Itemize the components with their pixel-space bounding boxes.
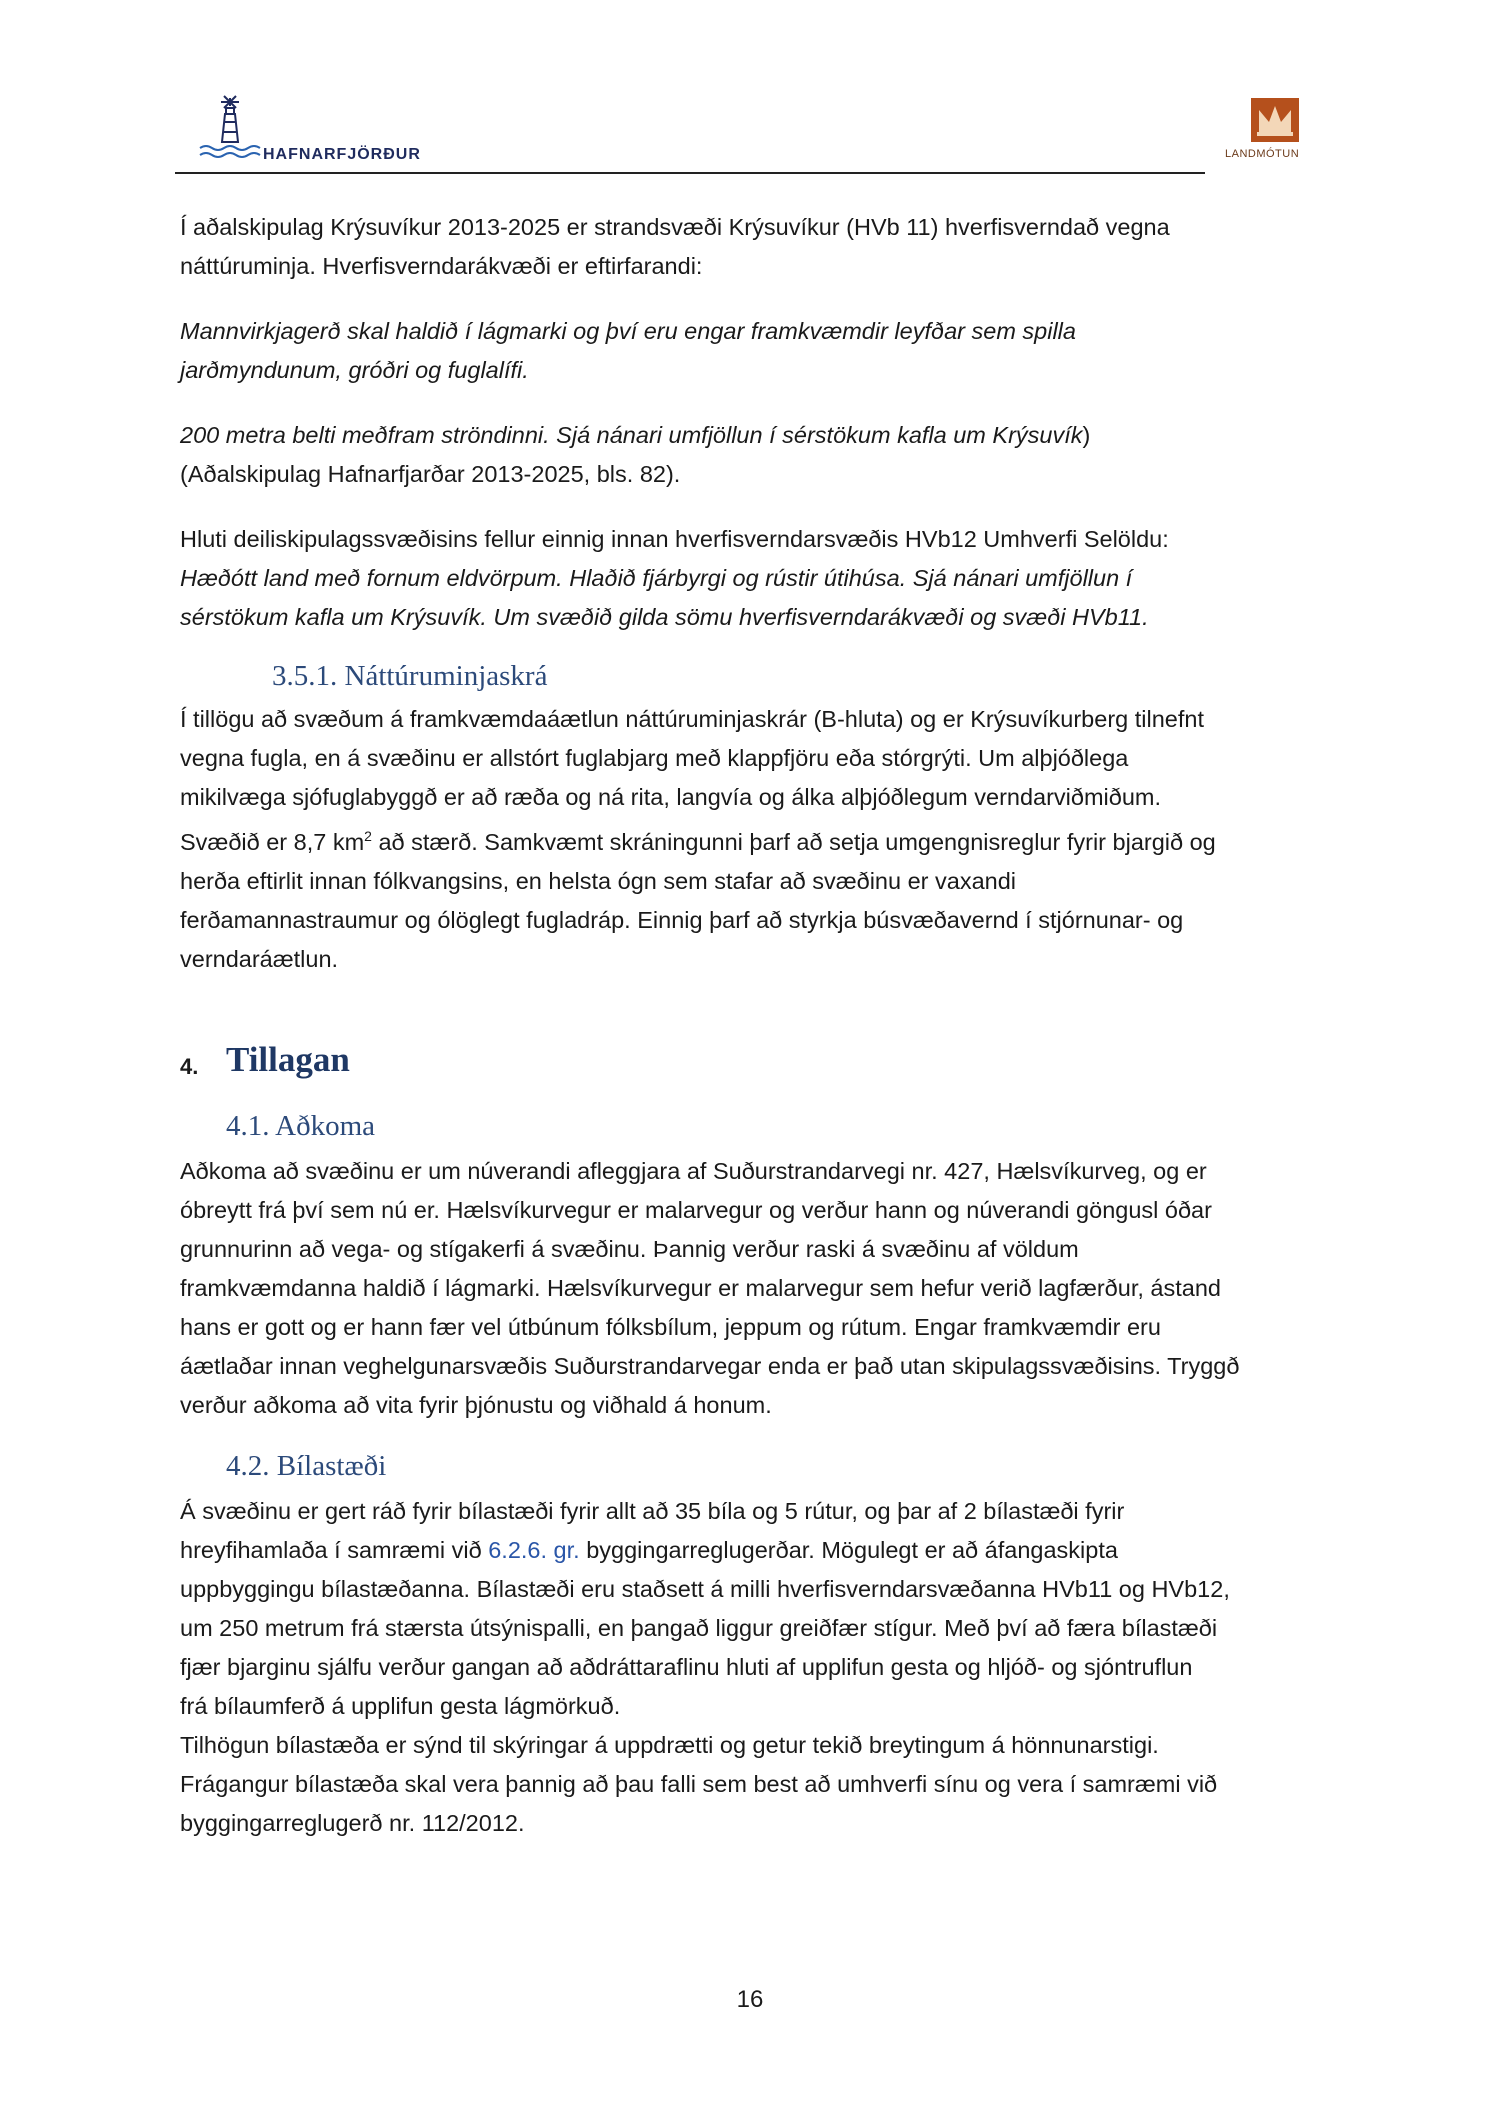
text-line: byggingarreglugerð nr. 112/2012. — [180, 1810, 525, 1836]
text-line — [180, 817, 1330, 862]
text-line: mikilvæga sjófuglabyggð er að ræða og ná rita, langvía og álka alþjóðlegum verndarviðmiðum. — [180, 784, 1162, 810]
regulation-link[interactable]: 6.2.6. gr. — [488, 1537, 580, 1563]
section-heading-4-2: 4.2. Bílastæði — [226, 1450, 387, 1482]
text-line: grunnurinn að vega- og stígakerfi á svæðinu. Þannig verður raski á svæðinu af völdum — [180, 1236, 1079, 1262]
text-line: Mannvirkjagerð skal haldið í lágmarki og því eru engar framkvæmdir leyfðar sem spilla — [180, 318, 1076, 344]
landmotun-logo-icon — [1247, 96, 1303, 146]
text-fragment: að stærð. Samkvæmt skráningunni þarf að setja umgengnisreglur fyrir bjargið og — [371, 828, 1216, 855]
text-line: ferðamannastraumur og ólöglegt fugladráp. Einnig þarf að styrkja búsvæðavernd í stjórnunar- og — [180, 906, 1184, 933]
page-number: 16 — [736, 1986, 764, 2013]
text-line: verður aðkoma að vita fyrir þjónustu og viðhald á honum. — [180, 1392, 772, 1418]
text-line — [180, 1531, 1330, 1570]
reference-paragraph — [180, 416, 1330, 494]
hafnarfjordur-logo-text: HAFNARFJÖRÐUR — [263, 146, 421, 163]
text-line: óbreytt frá því sem nú er. Hælsvíkurvegur er malarvegur og verður hann og núverandi göngusl óðar — [180, 1197, 1212, 1223]
text-line: sérstökum kafla um Krýsuvík. Um svæðið gilda sömu hverfisverndarákvæði og svæði HVb11. — [180, 604, 1149, 630]
text-line: náttúruminja. Hverfisverndarákvæði er eftirfarandi: — [180, 253, 703, 279]
header-divider — [175, 172, 1205, 174]
section-4-2-body — [180, 1492, 1330, 1843]
section-3-5-1-body — [180, 700, 1330, 979]
text-line: jarðmyndunum, gróðri og fuglalífi. — [180, 357, 529, 383]
text-line: Tilhögun bílastæða er sýnd til skýringar á uppdrætti og getur tekið breytingum á hönnunarstigi. — [180, 1732, 1159, 1758]
text-line — [180, 416, 1330, 455]
text-line: frá bílaumferð á upplifun gesta lágmörkuð. — [180, 1693, 621, 1719]
text-line: Í aðalskipulag Krýsuvíkur 2013-2025 er strandsvæði Krýsuvíkur (HVb 11) hverfisverndað vegna — [180, 214, 1170, 240]
text-line: Frágangur bílastæða skal vera þannig að þau falli sem best að umhverfi sínu og vera í samræmi við — [180, 1771, 1218, 1797]
quote-paragraph — [180, 312, 1330, 390]
text-tail: ) — [1082, 422, 1091, 448]
page-header — [175, 92, 1305, 174]
section-4-1-body — [180, 1152, 1330, 1425]
section-heading-4-1: 4.1. Aðkoma — [226, 1110, 376, 1142]
text-line: Aðkoma að svæðinu er um núverandi afleggjara af Suðurstrandarvegi nr. 427, Hælsvíkurveg, og er — [180, 1158, 1207, 1184]
text-line: (Aðalskipulag Hafnarfjarðar 2013-2025, bls. 82). — [180, 461, 681, 487]
text-line: Á svæðinu er gert ráð fyrir bílastæði fyrir allt að 35 bíla og 5 rútur, og þar af 2 bílastæði fyrir — [180, 1498, 1125, 1524]
chapter-title: Tillagan — [226, 1040, 350, 1079]
text-line: framkvæmdanna haldið í lágmarki. Hælsvíkurvegur er malarvegur sem hefur verið lagfærður, ástand — [180, 1275, 1221, 1301]
chapter-number: 4. — [180, 1054, 199, 1079]
lighthouse-icon — [195, 92, 265, 162]
text-line: Hluti deiliskipulagssvæðisins fellur einnig innan hverfisverndarsvæðis HVb12 Umhverfi Selöldu: — [180, 526, 1169, 552]
section-heading-3-5-1: 3.5.1. Náttúruminjaskrá — [272, 660, 548, 692]
text-line: Í tillögu að svæðum á framkvæmdaáætlun náttúruminjaskrár (B-hluta) og er Krýsuvíkurberg tilnefnt — [180, 706, 1204, 732]
intro-paragraph — [180, 208, 1330, 286]
italic-text: 200 metra belti meðfram ströndinni. Sjá nánari umfjöllun í sérstökum kafla um Krýsuvík — [180, 422, 1083, 448]
text-line: fjær bjarginu sjálfu verður gangan að aðdráttaraflinu hluti af upplifun gesta og hljóð- og sjóntruflun — [180, 1654, 1193, 1680]
text-line: Hæðótt land með fornum eldvörpum. Hlaðið fjárbyrgi og rústir útihúsa. Sjá nánari umfjöllun í — [180, 565, 1133, 591]
landmotun-logo-text: LANDMÓTUN — [1225, 148, 1300, 160]
landmotun-logo — [1225, 96, 1315, 172]
text-line: verndaráætlun. — [180, 945, 339, 972]
text-line: vegna fugla, en á svæðinu er allstórt fuglabjarg með klappfjöru eða stórgrýti. Um alþjóðlega — [180, 745, 1129, 771]
text-line: um 250 metrum frá stærsta útsýnispalli, en þangað liggur greiðfær stígur. Með því að færa bílastæði — [180, 1615, 1218, 1641]
text-fragment: hreyfihamlaða í samræmi við — [180, 1537, 489, 1563]
text-line: herða eftirlit innan fólkvangsins, en helsta ógn sem stafar að svæðinu er vaxandi — [180, 867, 1017, 894]
text-line: áætlaðar innan veghelgunarsvæðis Suðurstrandarvegar enda er það utan skipulagssvæðisins. Tryggð — [180, 1353, 1240, 1379]
text-fragment: byggingarreglugerðar. Mögulegt er að áfangaskipta — [579, 1537, 1118, 1563]
text-line: uppbyggingu bílastæðanna. Bílastæði eru staðsett á milli hverfisverndarsvæðanna HVb11 og HVb12, — [180, 1576, 1230, 1602]
text-line: hans er gott og er hann fær vel útbúnum fólksbílum, jeppum og rútum. Engar framkvæmdir eru — [180, 1314, 1161, 1340]
superscript: 2 — [364, 828, 372, 844]
text-fragment: Svæðið er 8,7 km — [180, 828, 365, 855]
hvb12-paragraph — [180, 520, 1330, 637]
hafnarfjordur-logo — [195, 92, 445, 168]
